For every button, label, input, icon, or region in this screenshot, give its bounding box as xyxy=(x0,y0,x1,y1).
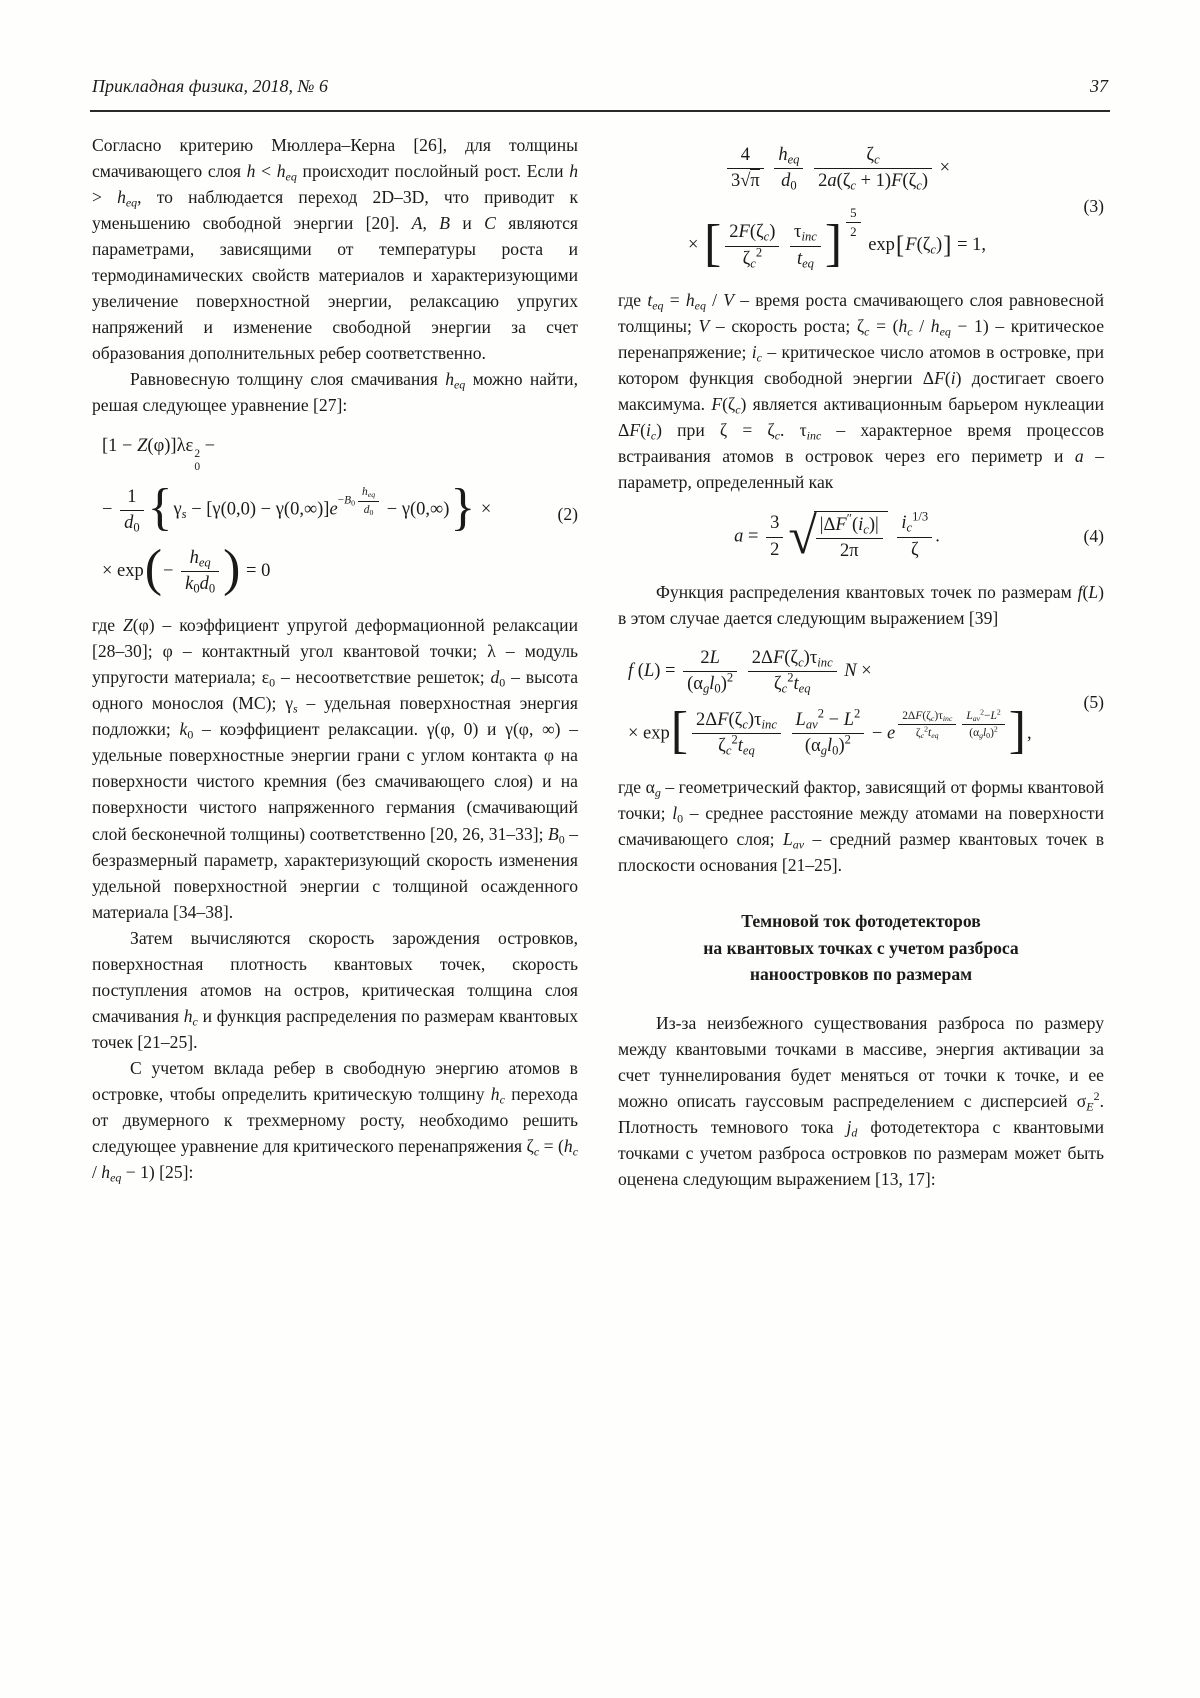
page-number: 37 xyxy=(1090,76,1108,96)
equation-3-body: $\frac{4}{3√\pi}$ $\frac{h_{eq}}{d_0}$ $\frac{\zeta_c}{2a(\zeta_c + 1)F(\zeta_c)}$ × × [ $\frac{2F(\zeta_c)}{\zeta_c^2}$ $\frac{\tau_{inc}}{t_{eq}}$ ] $\frac{5}{2}$ $\exp[F(\zeta_c)] = 1$, xyxy=(687,145,987,272)
page-header xyxy=(92,76,1108,97)
header-rule xyxy=(90,110,1110,112)
equation-2 xyxy=(92,434,578,596)
paragraph-equilibrium-thickness: Равновесную толщину слоя смачивания $h_{eq}$ можно найти, решая следующее уравнение [27]: xyxy=(92,369,578,416)
equation-3-label: (3) xyxy=(1083,196,1104,217)
equation-5-label: (5) xyxy=(1083,691,1104,712)
paragraph-where-teq: где $t_{eq} = h_{eq} / V$ – время роста смачивающего слоя равновесной толщины; V – скорость роста; $\zeta_c = (h_c / h_{eq} - 1)$ – критическое перенапряжение; $i_c$ – критическое число атомов в островке, при котором функция свободной энергии ΔF(i) достигает своего максимума. $F(\zeta_c)$ является активационным барьером нуклеации $\Delta F(i_c)$ при $\zeta = \zeta_c$. $\tau_{inc}$ – характерное время процессов встраивания атомов в островок через его периметр и a – параметр, определенный как xyxy=(618,289,1105,492)
paragraph-where-alpha: где $\alpha_g$ – геометрический фактор, зависящий от формы квантовой точки; $l_0$ – среднее расстояние между атомами на поверхности смачивающего слоя; $L_{av}$ – средний размер квантовых точек в плоскости основания [21–25]. xyxy=(618,777,1105,876)
equation-5-body: f (L) = $\frac{2L}{(\alpha_gl_0)^2}$ $\frac{2\Delta F(\zeta_c)\tau_{inc}}{\zeta_c^2t_{eq}}$ N × × exp[ $\frac{2\Delta F(\zeta_c)\tau_{inc}}{\zeta_c^2t_{eq}}$ $\frac{L_{av}^2 - L^2}{(\alpha_gl_0)^2}$ − e $\frac{2\Delta F(\zeta_c)\tau_{inc}}{\zeta_c^2t_{eq}}$ $\frac{L_{av}^2-L^2}{(\alpha_gl_0)^2}$ ], xyxy=(628,648,1032,760)
paragraph-distribution-function: Функция распределения квантовых точек по размерам f(L) в этом случае дается следующим выражением [39] xyxy=(618,582,1104,629)
equation-4-label: (4) xyxy=(1083,526,1104,547)
journal-title: Прикладная физика, 2018, № 6 xyxy=(92,76,328,96)
paragraph-critical-thickness: С учетом вклада ребер в свободную энергию атомов в островке, чтобы определить критическую толщину $h_c$ перехода от двумерного к трехмерному росту, необходимо решить следующее уравнение для критического перенапряжения $\zeta_c = (h_c / h_{eq} - 1)$ [25]: xyxy=(92,1057,578,1185)
paragraph-where-z: где Z(φ) – коэффициент упругой деформационной релаксации [28–30]; φ – контактный угол квантовой точки; λ – модуль упругости материала; $\varepsilon_0$ – несоответствие решеток; $d_0$ – высота одного монослоя (МС); $\gamma_s$ – удельная поверхностная энергия подложки; $k_0$ – коэффициент релаксации. γ(φ, 0) и γ(φ, ∞) – удельные поверхностные энергии грани с углом контакта φ на поверхности чистого кремния (без смачивающего слоя) и на поверхности чистого напряженного германия (смачивающий слой бесконечной толщины) соответственно [20, 26, 31–33]; $B_0$ – безразмерный параметр, характеризующий скорость изменения удельной поверхностной энергии с толщиной осажденного материала [34–38]. xyxy=(92,615,579,922)
equation-2-label: (2) xyxy=(557,504,578,525)
left-column xyxy=(92,132,578,1192)
paragraph-then-computed: Затем вычисляются скорость зарождения островков, поверхностная плотность квантовых точек, скорость поступления атомов на остров, критическая толщина слоя смачивания $h_c$ и функция распределения по размерам квантовых точек [21–25]. xyxy=(92,927,578,1052)
equation-3 xyxy=(618,144,1104,271)
section-heading-dark-current: Темновой ток фотодетекторов на квантовых точках с учетом разброса наноостровков по размерам xyxy=(703,911,1019,985)
equation-2-body: [1 − Z(φ)]λε 2 0 − − $\frac{1}{d_0}$ {$\gamma_s - [\gamma(0,0) - \gamma(0,\infty)]e-B_0$ $\frac{h_{eq}}{d_0}$ − γ(0,∞)} × × exp(− $\frac{h_{eq}}{k_0d_0}$ ) = 0 xyxy=(102,436,492,598)
paragraph-dark-current: Из-за неизбежного существования разброса по размеру между квантовыми точками в массиве, энергия активации за счет туннелирования будет меняться от точки к точке, и ее можно описать гауссовым распределением с дисперсией $\sigma_E^2$. Плотность темнового тока $j_d$ фотодетектора с квантовыми точками с учетом разброса островков по размерам может быть оценена следующим выражением [13, 17]: xyxy=(618,1012,1104,1189)
equation-5 xyxy=(618,647,1104,758)
equation-4-body: a = $\frac{3}{2}$ √ $\frac{|\Delta F''(i_c)|}{2\pi}$ $\frac{i_c^{1/3}}{\zeta}$ . xyxy=(734,507,940,565)
paragraph-intro: Согласно критерию Мюллера–Керна [26], для толщины смачивающего слоя $h < h_{eq}$ происходит послойный рост. Если $h > h_{eq}$, то наблюдается переход 2D–3D, что приводит к уменьшению свободной энергии [20]. A, B и C являются параметрами, зависящими от температуры роста и термодинамических свойств материалов и характеризующими увеличение поверхностной энергии, релаксацию упругих напряжений и изменение свободной энергии за счет образования дополнительных ребер соответственно. xyxy=(92,135,578,364)
right-column xyxy=(618,132,1104,1192)
article-body xyxy=(92,132,1104,1192)
equation-4 xyxy=(618,507,1104,565)
